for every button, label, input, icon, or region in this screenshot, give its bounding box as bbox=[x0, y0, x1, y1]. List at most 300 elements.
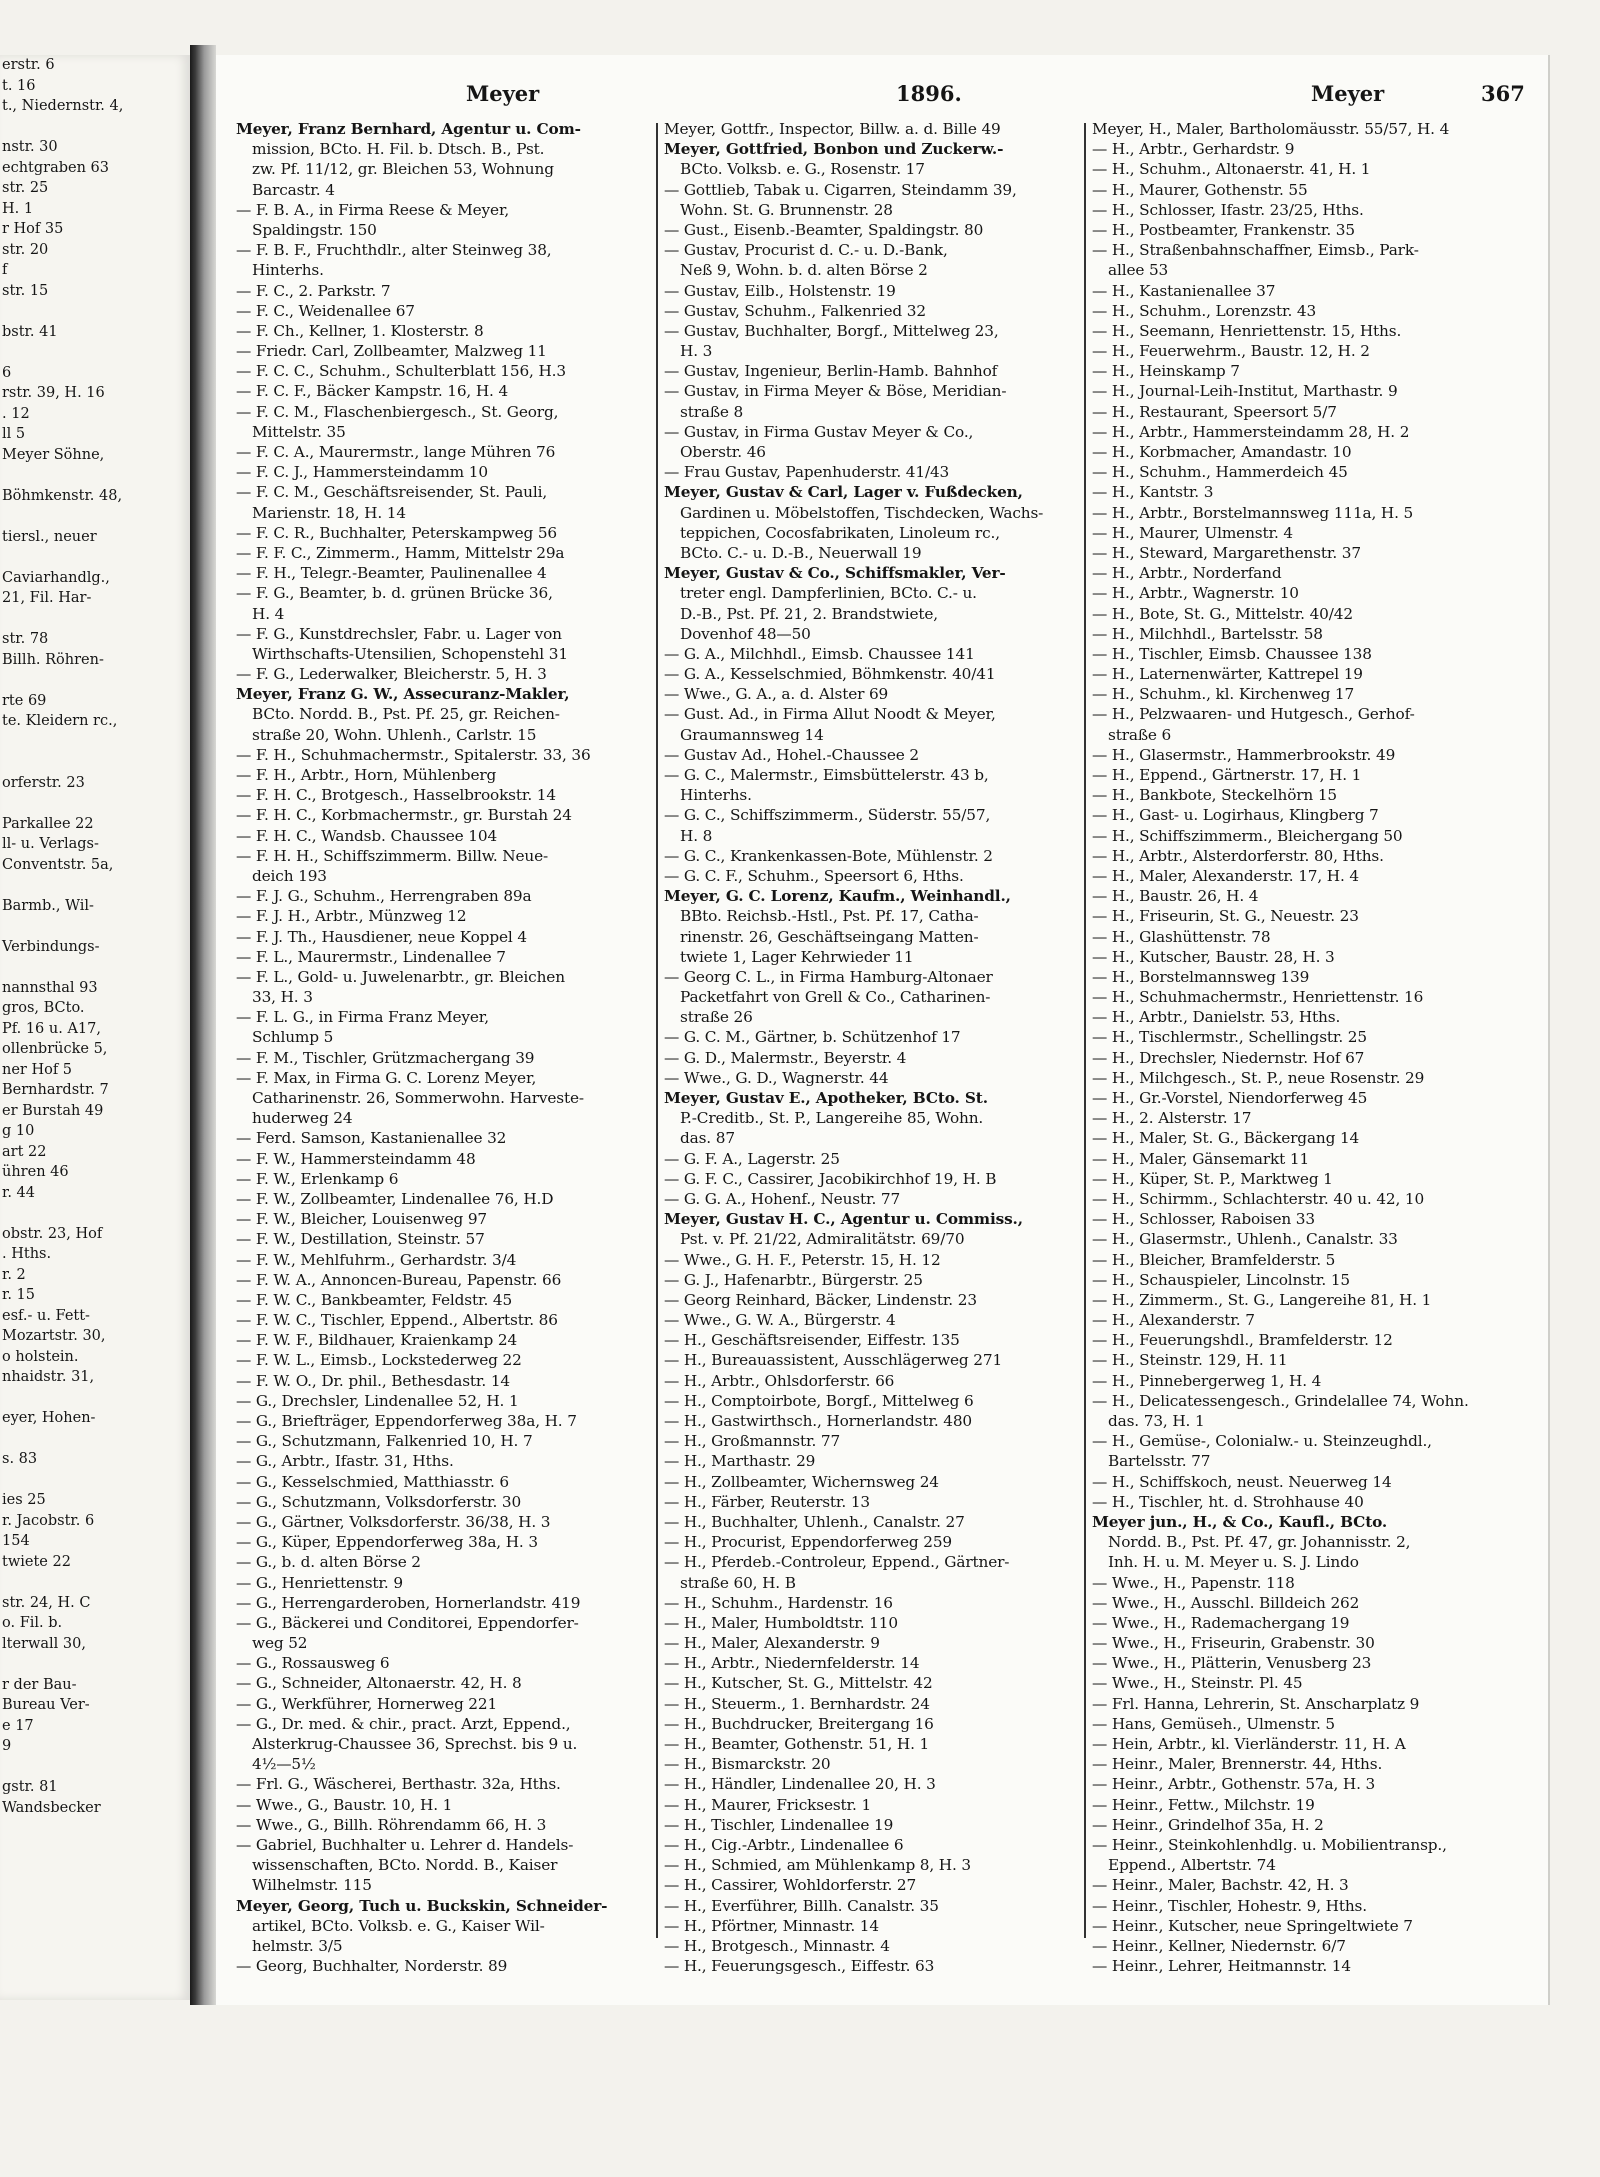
left-page-line: H. 1 bbox=[2, 200, 34, 217]
left-page-line bbox=[0, 609, 190, 630]
directory-entry-line: Pst. v. Pf. 21/22, Admiralitätstr. 69/70 bbox=[680, 1230, 965, 1249]
directory-entry-line: — Georg Reinhard, Bäcker, Lindenstr. 23 bbox=[664, 1290, 977, 1309]
left-page-line: 6 bbox=[2, 364, 12, 381]
directory-entry-line: — G. C. F., Schuhm., Speersort 6, Hths. bbox=[664, 866, 964, 885]
directory-entry-line: — F. H., Telegr.-Beamter, Paulinenallee 4 bbox=[236, 564, 547, 583]
left-page-line bbox=[0, 875, 190, 896]
left-page-line: er Burstah 49 bbox=[2, 1102, 104, 1119]
left-page-line: e 17 bbox=[2, 1717, 34, 1734]
directory-entry-line: — H., Pelzwaaren- und Hutgesch., Gerhof- bbox=[1092, 705, 1415, 724]
directory-entry-line: — H., 2. Alsterstr. 17 bbox=[1092, 1109, 1252, 1128]
directory-entry-line: — H., Schuhmachermstr., Henriettenstr. 16 bbox=[1092, 988, 1424, 1007]
directory-entry-line: — H., Alexanderstr. 7 bbox=[1092, 1311, 1255, 1330]
directory-entry-line: — F. C. R., Buchhalter, Peterskampweg 56 bbox=[236, 523, 558, 542]
left-page-line: str. 78 bbox=[2, 631, 49, 647]
directory-entry-line: — H., Kastanienallee 37 bbox=[1092, 281, 1276, 300]
left-page-line: gstr. 81 bbox=[2, 1779, 58, 1795]
directory-entry-line: — H., Schauspieler, Lincolnstr. 15 bbox=[1092, 1270, 1350, 1289]
directory-entry-line: — H., Cig.-Arbtr., Lindenallee 6 bbox=[664, 1835, 904, 1854]
directory-entry-line: — G. C., Schiffszimmerm., Süderstr. 55/57, bbox=[664, 806, 991, 825]
entries-column-3 bbox=[1092, 119, 1492, 1976]
directory-entry-line: — F. C. C., Schuhm., Schulterblatt 156, H.3 bbox=[236, 362, 566, 381]
directory-entry-line: — G. A., Milchhdl., Eimsb. Chaussee 141 bbox=[664, 644, 975, 663]
directory-entry-line: — F. L., Gold- u. Juwelenarbtr., gr. Bleichen bbox=[236, 967, 565, 986]
directory-entry-line: Hinterhs. bbox=[680, 786, 752, 805]
directory-entry-line: — F. H. C., Korbmachermstr., gr. Burstah 24 bbox=[236, 806, 572, 825]
left-page-line: gros, BCto. bbox=[2, 1000, 85, 1016]
directory-entry-line: — Wwe., H., Ausschl. Billdeich 262 bbox=[1092, 1593, 1360, 1612]
left-page-line: Bureau Ver- bbox=[2, 1697, 90, 1713]
directory-entry-line: Hinterhs. bbox=[252, 261, 324, 280]
directory-entry-line: — F. H., Arbtr., Horn, Mühlenberg bbox=[236, 766, 497, 784]
directory-entry-line: — Georg C. L., in Firma Hamburg-Altonaer bbox=[664, 967, 993, 986]
directory-entry-line: — Gottlieb, Tabak u. Cigarren, Steindamm 39, bbox=[664, 180, 1017, 199]
directory-entry-line: — H., Pinnebergerweg 1, H. 4 bbox=[1092, 1371, 1322, 1390]
left-page-line: nannsthal 93 bbox=[2, 979, 98, 996]
left-page-line bbox=[0, 732, 190, 753]
left-page-line: str. 20 bbox=[2, 241, 49, 258]
left-page-line: str. 15 bbox=[2, 282, 49, 299]
directory-entry-line: — F. F. C., Zimmerm., Hamm, Mittelstr 29a bbox=[236, 543, 565, 562]
directory-entry-line: — H., Großmannstr. 77 bbox=[664, 1432, 841, 1451]
directory-entry-line: — H., Färber, Reuterstr. 13 bbox=[664, 1492, 870, 1511]
column-rule bbox=[656, 123, 658, 1938]
left-page-line: esf.- u. Fett- bbox=[2, 1307, 90, 1324]
directory-entry-line: 33, H. 3 bbox=[252, 988, 313, 1007]
directory-entry-line: — H., Everführer, Billh. Canalstr. 35 bbox=[664, 1896, 939, 1915]
left-page-line: Pf. 16 u. A17, bbox=[2, 1020, 101, 1037]
directory-entry-line: — Gustav, in Firma Meyer & Böse, Meridian- bbox=[664, 382, 1007, 401]
left-page-line: bstr. 41 bbox=[2, 323, 58, 340]
directory-entry-line: — Hans, Gemüseh., Ulmenstr. 5 bbox=[1092, 1714, 1335, 1733]
directory-entry-line: — H., Maler, Humboldtstr. 110 bbox=[664, 1613, 898, 1632]
directory-entry-line: — H., Laternenwärter, Kattrepel 19 bbox=[1092, 665, 1363, 684]
directory-entry-line: — H., Gast- u. Logirhaus, Klingberg 7 bbox=[1092, 806, 1379, 825]
directory-entry-line: Barcastr. 4 bbox=[252, 180, 335, 199]
left-page-line: r. 2 bbox=[2, 1266, 26, 1283]
directory-entry-line: — G. G. A., Hohenf., Neustr. 77 bbox=[664, 1189, 901, 1208]
left-page-line: ies 25 bbox=[2, 1492, 46, 1508]
directory-entry-line: — H., Maler, Alexanderstr. 17, H. 4 bbox=[1092, 866, 1360, 885]
directory-entry-line: — F. W. A., Annoncen-Bureau, Papenstr. 66 bbox=[236, 1270, 562, 1289]
directory-entry-line: — H., Restaurant, Speersort 5/7 bbox=[1092, 402, 1337, 421]
directory-entry-line: — F. C. J., Hammersteindamm 10 bbox=[236, 463, 488, 482]
directory-entry-line: — H., Glasermstr., Hammerbrookstr. 49 bbox=[1092, 745, 1396, 764]
directory-entry-line: — H., Schlosser, Raboisen 33 bbox=[1092, 1210, 1315, 1229]
directory-entry-heading: Meyer, Gustav & Carl, Lager v. Fußdecken, bbox=[664, 483, 1023, 502]
directory-entry-line: — H., Postbeamter, Frankenstr. 35 bbox=[1092, 220, 1355, 239]
directory-entry-line: — H., Schuhm., Lorenzstr. 43 bbox=[1092, 301, 1317, 320]
directory-entry-line: — H., Gemüse-, Colonialw.- u. Steinzeughdl., bbox=[1092, 1432, 1432, 1451]
directory-entry-line: — Wwe., H., Papenstr. 118 bbox=[1092, 1573, 1295, 1592]
directory-entry-line: — H., Küper, St. P., Marktweg 1 bbox=[1092, 1169, 1333, 1188]
directory-entry-line: — H., Arbtr., Gerhardstr. 9 bbox=[1092, 140, 1295, 159]
directory-entry-line: — Hein, Arbtr., kl. Vierländerstr. 11, H. A bbox=[1092, 1735, 1406, 1753]
directory-entry-heading: Meyer, Gustav & Co., Schiffsmakler, Ver- bbox=[664, 564, 1006, 583]
directory-entry-line: — Wwe., H., Steinstr. Pl. 45 bbox=[1092, 1674, 1303, 1693]
directory-entry-line: — Heinr., Tischler, Hohestr. 9, Hths. bbox=[1092, 1896, 1367, 1915]
directory-entry-line: treter engl. Dampferlinien, BCto. C.- u. bbox=[680, 584, 977, 603]
directory-entry-line: wissenschaften, BCto. Nordd. B., Kaiser bbox=[252, 1856, 558, 1875]
directory-entry-line: — F. M., Tischler, Grützmachergang 39 bbox=[236, 1048, 535, 1067]
directory-entry-line: — F. C. A., Maurermstr., lange Mühren 76 bbox=[236, 443, 556, 461]
directory-entry-line: deich 193 bbox=[252, 866, 327, 885]
directory-entry-line: P.-Creditb., St. P., Langereihe 85, Wohn. bbox=[680, 1109, 984, 1128]
directory-entry-line: — H., Marthastr. 29 bbox=[664, 1452, 816, 1471]
left-page-line: str. 24, H. C bbox=[2, 1594, 91, 1611]
left-page-line: tiersl., neuer bbox=[2, 528, 97, 545]
directory-entry-line: BCto. C.- u. D.-B., Neuerwall 19 bbox=[680, 543, 922, 562]
directory-entry-line: — H., Arbtr., Norderfand bbox=[1092, 564, 1282, 583]
left-page-line: s. 83 bbox=[2, 1451, 38, 1467]
directory-entry-line: — F. W., Bleicher, Louisenweg 97 bbox=[236, 1210, 487, 1229]
left-page-line: te. Kleidern rc., bbox=[2, 713, 118, 729]
directory-entry-line: — H., Zimmerm., St. G., Langereihe 81, H. 1 bbox=[1092, 1290, 1432, 1309]
directory-entry-line: — G., Schutzmann, Volksdorferstr. 30 bbox=[236, 1492, 522, 1511]
directory-entry-heading: Meyer jun., H., & Co., Kaufl., BCto. bbox=[1092, 1512, 1388, 1531]
directory-entry-line: — H., Arbtr., Alsterdorferstr. 80, Hths. bbox=[1092, 846, 1384, 865]
directory-entry-line: — Georg, Buchhalter, Norderstr. 89 bbox=[236, 1957, 508, 1976]
directory-entry-line: — H., Maurer, Fricksestr. 1 bbox=[664, 1795, 872, 1814]
directory-entry-line: — Frl. G., Wäscherei, Berthastr. 32a, Hths. bbox=[236, 1775, 561, 1794]
directory-entry-line: — H., Buchdrucker, Breitergang 16 bbox=[664, 1714, 934, 1733]
directory-entry-line: BCto. Volksb. e. G., Rosenstr. 17 bbox=[680, 160, 925, 179]
directory-entry-line: — F. W. F., Bildhauer, Kraienkamp 24 bbox=[236, 1331, 518, 1350]
left-page-line: nstr. 30 bbox=[2, 139, 58, 155]
directory-entry-line: Wohn. St. G. Brunnenstr. 28 bbox=[680, 200, 893, 219]
directory-entry-line: — F. C., 2. Parkstr. 7 bbox=[236, 281, 391, 300]
left-page-line: Barmb., Wil- bbox=[2, 897, 94, 914]
directory-entry-line: — Gustav, Ingenieur, Berlin-Hamb. Bahnhof bbox=[664, 362, 998, 381]
directory-entry-line: twiete 1, Lager Kehrwieder 11 bbox=[680, 947, 914, 966]
left-page-line: . 12 bbox=[2, 405, 30, 422]
directory-entry-line: — Wwe., H., Plätterin, Venusberg 23 bbox=[1092, 1654, 1372, 1673]
directory-entry-line: huderweg 24 bbox=[252, 1109, 353, 1128]
directory-entry-line: — Wwe., H., Friseurin, Grabenstr. 30 bbox=[1092, 1634, 1375, 1653]
directory-entry-line: H. 4 bbox=[252, 604, 285, 623]
directory-entry-line: — F. W., Hammersteindamm 48 bbox=[236, 1149, 476, 1168]
directory-entry-line: — Heinr., Maler, Bachstr. 42, H. 3 bbox=[1092, 1876, 1349, 1895]
left-page-line: echtgraben 63 bbox=[2, 159, 109, 176]
directory-entry-line: Schlump 5 bbox=[252, 1028, 334, 1047]
directory-entry-line: — H., Maler, St. G., Bäckergang 14 bbox=[1092, 1129, 1360, 1148]
left-page-line bbox=[0, 1470, 190, 1491]
directory-entry-line: — F. Max, in Firma G. C. Lorenz Meyer, bbox=[236, 1068, 537, 1087]
directory-entry-line: — H., Arbtr., Ohlsdorferstr. 66 bbox=[664, 1371, 895, 1390]
left-page-line: 21, Fil. Har- bbox=[2, 590, 92, 606]
directory-entry-line: — H., Gastwirthsch., Hornerlandstr. 480 bbox=[664, 1412, 973, 1430]
left-page-line bbox=[0, 752, 190, 773]
directory-entry-line: — H., Cassirer, Wohldorferstr. 27 bbox=[664, 1876, 917, 1895]
directory-entry-line: — G., Gärtner, Volksdorferstr. 36/38, H. 3 bbox=[236, 1512, 551, 1531]
page-number: 367 bbox=[1481, 81, 1525, 106]
directory-entry-line: — H., Arbtr., Hammersteindamm 28, H. 2 bbox=[1092, 422, 1410, 441]
directory-page bbox=[216, 55, 1550, 2005]
directory-entry-line: Alsterkrug-Chaussee 36, Sprechst. bis 9 u. bbox=[252, 1735, 578, 1753]
left-page-line bbox=[0, 957, 190, 978]
directory-entry-line: — Gustav, in Firma Gustav Meyer & Co., bbox=[664, 422, 974, 441]
directory-entry-line: — Wwe., G. D., Wagnerstr. 44 bbox=[664, 1068, 889, 1087]
directory-entry-line: — H., Maler, Alexanderstr. 9 bbox=[664, 1634, 880, 1653]
directory-entry-line: Eppend., Albertstr. 74 bbox=[1108, 1856, 1276, 1875]
directory-entry-line: — F. B. F., Fruchthdlr., alter Steinweg 38, bbox=[236, 241, 552, 260]
directory-entry-line: — H., Feuerungsgesch., Eiffestr. 63 bbox=[664, 1957, 935, 1976]
directory-entry-line: teppichen, Cocosfabrikaten, Linoleum rc., bbox=[680, 523, 1000, 542]
directory-entry-line: — F. W., Mehlfuhrm., Gerhardstr. 3/4 bbox=[236, 1250, 517, 1269]
directory-entry-heading: Meyer, Gustav H. C., Agentur u. Commiss., bbox=[664, 1210, 1023, 1229]
directory-entry-line: — H., Beamter, Gothenstr. 51, H. 1 bbox=[664, 1735, 930, 1753]
left-page-line: str. 25 bbox=[2, 180, 49, 196]
directory-entry-line: — Wwe., G., Baustr. 10, H. 1 bbox=[236, 1795, 453, 1814]
directory-entry-line: — H., Brotgesch., Minnastr. 4 bbox=[664, 1936, 890, 1955]
directory-entry-line: — G., Schneider, Altonaerstr. 42, H. 8 bbox=[236, 1674, 522, 1693]
left-page-line bbox=[0, 506, 190, 527]
left-page-line: Meyer Söhne, bbox=[2, 446, 105, 463]
directory-entry-line: — Friedr. Carl, Zollbeamter, Malzweg 11 bbox=[236, 342, 547, 361]
directory-entry-heading: Meyer, Gottfried, Bonbon und Zuckerw.- bbox=[664, 140, 1004, 159]
directory-entry-line: weg 52 bbox=[252, 1634, 308, 1653]
left-page-line: f bbox=[2, 262, 8, 278]
entries-column-2 bbox=[664, 119, 1064, 1976]
directory-entry-line: — H., Arbtr., Wagnerstr. 10 bbox=[1092, 584, 1299, 603]
directory-entry-line: das. 73, H. 1 bbox=[1108, 1412, 1205, 1430]
directory-entry-line: — H., Schlosser, Ifastr. 23/25, Hths. bbox=[1092, 200, 1364, 219]
directory-entry-line: — G., Drechsler, Lindenallee 52, H. 1 bbox=[236, 1391, 519, 1410]
directory-entry-line: Wilhelmstr. 115 bbox=[252, 1876, 372, 1895]
directory-entry-line: — G. C., Malermstr., Eimsbüttelerstr. 43 b, bbox=[664, 766, 989, 784]
left-page-line bbox=[0, 1429, 190, 1450]
directory-entry-line: — H., Straßenbahnschaffner, Eimsb., Park- bbox=[1092, 241, 1419, 260]
directory-entry-line: — H., Drechsler, Niedernstr. Hof 67 bbox=[1092, 1048, 1365, 1067]
directory-entry-line: — Heinr., Steinkohlenhdlg. u. Mobilientransp., bbox=[1092, 1835, 1447, 1854]
directory-entry-line: — H., Schuhm., Hammerdeich 45 bbox=[1092, 463, 1348, 482]
left-page-line: ühren 46 bbox=[2, 1164, 69, 1180]
left-page-line: ll 5 bbox=[2, 426, 26, 442]
directory-entry-line: — Wwe., G. W. A., Bürgerstr. 4 bbox=[664, 1311, 896, 1330]
left-page-line bbox=[0, 1757, 190, 1778]
directory-entry-line: — H., Schiffszimmerm., Bleichergang 50 bbox=[1092, 826, 1403, 845]
directory-entry-line: — H., Journal-Leih-Institut, Marthastr. 9 bbox=[1092, 382, 1398, 401]
left-page-line: nhaidstr. 31, bbox=[2, 1369, 95, 1385]
left-page-line: art 22 bbox=[2, 1143, 47, 1160]
directory-entry-line: — Heinr., Maler, Brennerstr. 44, Hths. bbox=[1092, 1755, 1383, 1774]
directory-entry-line: — F. W. C., Tischler, Eppend., Albertstr. 86 bbox=[236, 1311, 558, 1330]
directory-entry-line: rinenstr. 26, Geschäftseingang Matten- bbox=[680, 927, 979, 946]
directory-entry-line: — F. L., Maurermstr., Lindenallee 7 bbox=[236, 947, 506, 966]
directory-entry-line: — Ferd. Samson, Kastanienallee 32 bbox=[236, 1129, 507, 1148]
directory-entry-line: das. 87 bbox=[680, 1129, 735, 1148]
left-page-line bbox=[0, 1203, 190, 1224]
left-page-line bbox=[0, 117, 190, 138]
directory-entry-line: — F. H., Schuhmachermstr., Spitalerstr. 33, 36 bbox=[236, 745, 591, 764]
directory-entry-line: — H., Feuerungshdl., Bramfelderstr. 12 bbox=[1092, 1331, 1393, 1350]
left-page-line: ollenbrücke 5, bbox=[2, 1041, 108, 1057]
directory-entry-line: straße 20, Wohn. Uhlenh., Carlstr. 15 bbox=[252, 725, 537, 744]
directory-entry-line: — H., Milchhdl., Bartelsstr. 58 bbox=[1092, 624, 1323, 643]
directory-entry-line: — F. W., Zollbeamter, Lindenallee 76, H.D bbox=[236, 1189, 554, 1208]
directory-entry-line: — F. C. M., Geschäftsreisender, St. Pauli, bbox=[236, 483, 548, 502]
left-page-line bbox=[0, 1572, 190, 1593]
left-page-line: ll- u. Verlags- bbox=[2, 836, 99, 852]
directory-entry-line: — H., Steuerm., 1. Bernhardstr. 24 bbox=[664, 1694, 930, 1713]
directory-entry-line: — Heinr., Grindelhof 35a, H. 2 bbox=[1092, 1815, 1324, 1834]
directory-entry-line: — Gustav, Eilb., Holstenstr. 19 bbox=[664, 281, 896, 300]
left-page-line: o. Fil. b. bbox=[2, 1615, 63, 1631]
left-page-line bbox=[0, 465, 190, 486]
directory-entry-line: — H., Milchgesch., St. P., neue Rosenstr. 29 bbox=[1092, 1068, 1425, 1087]
directory-entry-line: — H., Eppend., Gärtnerstr. 17, H. 1 bbox=[1092, 766, 1362, 784]
directory-entry-line: — F. W. C., Bankbeamter, Feldstr. 45 bbox=[236, 1290, 513, 1309]
left-page-line: Parkallee 22 bbox=[2, 815, 94, 832]
left-page-line: eyer, Hohen- bbox=[2, 1410, 96, 1426]
directory-entry-line: — H., Maurer, Gothenstr. 55 bbox=[1092, 180, 1308, 199]
directory-entry-heading: Meyer, G. C. Lorenz, Kaufm., Weinhandl., bbox=[664, 887, 1011, 906]
directory-entry-line: Inh. H. u. M. Meyer u. S. J. Lindo bbox=[1108, 1553, 1359, 1572]
directory-entry-line: — H., Schirmm., Schlachterstr. 40 u. 42, 10 bbox=[1092, 1189, 1425, 1208]
directory-entry-line: — H., Schiffskoch, neust. Neuerweg 14 bbox=[1092, 1472, 1392, 1491]
directory-entry-line: straße 26 bbox=[680, 1008, 753, 1027]
left-page-line: r der Bau- bbox=[2, 1676, 77, 1693]
left-page-line: rstr. 39, H. 16 bbox=[2, 385, 105, 401]
left-page-fragment bbox=[0, 55, 190, 2000]
directory-entry-line: — F. B. A., in Firma Reese & Meyer, bbox=[236, 200, 510, 219]
directory-entry-line: — H., Buchhalter, Uhlenh., Canalstr. 27 bbox=[664, 1512, 965, 1531]
left-page-line bbox=[0, 301, 190, 322]
directory-entry-line: BCto. Nordd. B., Pst. Pf. 25, gr. Reichen- bbox=[252, 705, 560, 724]
directory-entry-line: — G., Briefträger, Eppendorferweg 38a, H. 7 bbox=[236, 1412, 577, 1430]
directory-entry-line: zw. Pf. 11/12, gr. Bleichen 53, Wohnung bbox=[252, 160, 554, 179]
directory-entry-line: — H., Heinskamp 7 bbox=[1092, 362, 1240, 381]
directory-entry-line: straße 6 bbox=[1108, 725, 1172, 744]
directory-entry-line: Marienstr. 18, H. 14 bbox=[252, 503, 406, 522]
directory-entry-line: Oberstr. 46 bbox=[680, 443, 766, 461]
directory-entry-line: — H., Bote, St. G., Mittelstr. 40/42 bbox=[1092, 604, 1353, 623]
directory-entry-line: — F. C. F., Bäcker Kampstr. 16, H. 4 bbox=[236, 382, 509, 401]
directory-entry-line: — Frau Gustav, Papenhuderstr. 41/43 bbox=[664, 463, 950, 482]
directory-entry-line: — G. A., Kesselschmied, Böhmkenstr. 40/41 bbox=[664, 665, 996, 684]
directory-entry-line: helmstr. 3/5 bbox=[252, 1936, 343, 1955]
directory-entry-line: — Gust., Eisenb.-Beamter, Spaldingstr. 80 bbox=[664, 220, 984, 239]
directory-entry-line: — G., Henriettenstr. 9 bbox=[236, 1573, 403, 1592]
directory-entry-line: — H., Schuhm., Altonaerstr. 41, H. 1 bbox=[1092, 160, 1371, 179]
directory-entry-heading: Meyer, Franz G. W., Assecuranz-Makler, bbox=[236, 685, 570, 704]
directory-entry-line: — G., Herrengarderoben, Hornerlandstr. 419 bbox=[236, 1593, 581, 1612]
left-page-line: 154 bbox=[2, 1533, 30, 1549]
directory-entry-line: — F. J. G., Schuhm., Herrengraben 89a bbox=[236, 887, 532, 906]
directory-entry-line: allee 53 bbox=[1108, 261, 1169, 280]
directory-entry-line: Dovenhof 48—50 bbox=[680, 624, 811, 643]
directory-entry-line: Wirthschafts-Utensilien, Schopenstehl 31 bbox=[252, 644, 568, 663]
directory-entry-line: — H., Tischler, Eimsb. Chaussee 138 bbox=[1092, 644, 1372, 663]
directory-entry-line: — G., Werkführer, Hornerweg 221 bbox=[236, 1694, 498, 1713]
left-page-line: twiete 22 bbox=[2, 1553, 71, 1570]
directory-entry-line: — G., Kesselschmied, Matthiasstr. 6 bbox=[236, 1472, 509, 1491]
directory-entry-line: — Wwe., G., Billh. Röhrendamm 66, H. 3 bbox=[236, 1815, 547, 1834]
directory-entry-line: — H., Tischler, ht. d. Strohhause 40 bbox=[1092, 1492, 1364, 1511]
directory-entry-line: — H., Arbtr., Danielstr. 53, Hths. bbox=[1092, 1008, 1341, 1027]
directory-entry-line: Gardinen u. Möbelstoffen, Tischdecken, Wachs- bbox=[680, 503, 1044, 522]
directory-entry-line: — F. Ch., Kellner, 1. Klosterstr. 8 bbox=[236, 321, 484, 340]
directory-entry-line: — Wwe., G. A., a. d. Alster 69 bbox=[664, 685, 889, 704]
directory-entry-line: BBto. Reichsb.-Hstl., Pst. Pf. 17, Catha- bbox=[680, 907, 979, 926]
directory-entry-line: — H., Kutscher, Baustr. 28, H. 3 bbox=[1092, 947, 1335, 966]
directory-entry-line: — H., Schuhm., kl. Kirchenweg 17 bbox=[1092, 685, 1355, 704]
directory-entry-line: — H., Tischler, Lindenallee 19 bbox=[664, 1815, 894, 1834]
directory-entry-line: — F. W., Erlenkamp 6 bbox=[236, 1169, 399, 1188]
left-page-line: Caviarhandlg., bbox=[2, 569, 110, 586]
directory-entry-line: — H., Geschäftsreisender, Eiffestr. 135 bbox=[664, 1331, 960, 1350]
directory-entry-line: — G., Arbtr., Ifastr. 31, Hths. bbox=[236, 1452, 454, 1471]
directory-entry-line: — H., Schuhm., Hardenstr. 16 bbox=[664, 1593, 893, 1612]
directory-entry-line: — F. J. Th., Hausdiener, neue Koppel 4 bbox=[236, 927, 527, 946]
directory-entry-line: — G., Schutzmann, Falkenried 10, H. 7 bbox=[236, 1432, 533, 1451]
directory-entry-line: — F. W., Destillation, Steinstr. 57 bbox=[236, 1230, 485, 1249]
directory-entry-line: — G., Küper, Eppendorferweg 38a, H. 3 bbox=[236, 1533, 538, 1552]
directory-entry-line: — F. J. H., Arbtr., Münzweg 12 bbox=[236, 907, 467, 926]
left-page-line: t., Niedernstr. 4, bbox=[2, 98, 124, 114]
directory-entry-line: — Heinr., Arbtr., Gothenstr. 57a, H. 3 bbox=[1092, 1775, 1376, 1794]
left-page-line bbox=[0, 793, 190, 814]
directory-entry-line: — H., Friseurin, St. G., Neuestr. 23 bbox=[1092, 907, 1359, 926]
directory-entry-line: — G. F. A., Lagerstr. 25 bbox=[664, 1149, 840, 1168]
left-page-line: Bernhardstr. 7 bbox=[2, 1082, 109, 1098]
left-page-line bbox=[0, 670, 190, 691]
left-page-line: Wandsbecker bbox=[2, 1799, 101, 1816]
entries-column-1 bbox=[236, 119, 636, 1976]
directory-entry-line: — H., Glasermstr., Uhlenh., Canalstr. 33 bbox=[1092, 1230, 1398, 1249]
directory-entry-line: — F. C. M., Flaschenbiergesch., St. Georg, bbox=[236, 402, 559, 421]
directory-entry-line: Packetfahrt von Grell & Co., Catharinen- bbox=[680, 988, 991, 1007]
directory-entry-line: — Wwe., H., Rademachergang 19 bbox=[1092, 1613, 1350, 1632]
directory-entry-line: — H., Bureauassistent, Ausschlägerweg 271 bbox=[664, 1351, 1003, 1370]
directory-entry-line: — G. C., Krankenkassen-Bote, Mühlenstr. 2 bbox=[664, 846, 993, 865]
directory-entry-line: Meyer, H., Maler, Bartholomäusstr. 55/57, H. 4 bbox=[1092, 120, 1450, 138]
directory-entry-line: — Gustav, Schuhm., Falkenried 32 bbox=[664, 301, 926, 320]
directory-entry-line: — H., Schmied, am Mühlenkamp 8, H. 3 bbox=[664, 1856, 972, 1875]
directory-entry-line: mission, BCto. H. Fil. b. Dtsch. B., Pst. bbox=[252, 140, 545, 159]
directory-entry-line: Bartelsstr. 77 bbox=[1108, 1452, 1211, 1471]
directory-entry-line: — G. J., Hafenarbtr., Bürgerstr. 25 bbox=[664, 1270, 923, 1289]
directory-entry-line: — H., Kantstr. 3 bbox=[1092, 483, 1214, 502]
directory-entry-line: — H., Arbtr., Niedernfelderstr. 14 bbox=[664, 1654, 920, 1673]
directory-entry-line: Neß 9, Wohn. b. d. alten Börse 2 bbox=[680, 261, 928, 280]
directory-entry-line: — F. C., Weidenallee 67 bbox=[236, 301, 415, 320]
directory-entry-line: — F. H. H., Schiffszimmerm. Billw. Neue- bbox=[236, 846, 549, 865]
left-page-line: orferstr. 23 bbox=[2, 774, 85, 791]
left-page-line: r. 15 bbox=[2, 1287, 36, 1303]
directory-entry-line: — H., Borstelmannsweg 139 bbox=[1092, 967, 1310, 986]
directory-entry-line: Mittelstr. 35 bbox=[252, 422, 346, 441]
directory-entry-line: — H., Bleicher, Bramfelderstr. 5 bbox=[1092, 1250, 1336, 1269]
directory-entry-line: — F. G., Kunstdrechsler, Fabr. u. Lager von bbox=[236, 624, 562, 643]
left-page-line: lterwall 30, bbox=[2, 1635, 86, 1652]
directory-entry-line: D.-B., Pst. Pf. 21, 2. Brandstwiete, bbox=[680, 604, 938, 623]
directory-entry-line: Graumannsweg 14 bbox=[680, 725, 824, 744]
header-right-title: Meyer bbox=[1311, 81, 1385, 106]
directory-entry-line: — H., Maurer, Ulmenstr. 4 bbox=[1092, 523, 1293, 542]
directory-entry-line: — H., Zollbeamter, Wichernsweg 24 bbox=[664, 1472, 939, 1491]
left-page-line: obstr. 23, Hof bbox=[2, 1225, 103, 1242]
directory-entry-line: — H., Delicatessengesch., Grindelallee 74, Wohn. bbox=[1092, 1391, 1469, 1410]
directory-entry-line: — H., Seemann, Henriettenstr. 15, Hths. bbox=[1092, 321, 1402, 340]
directory-entry-line: 4½—5½ bbox=[252, 1755, 316, 1774]
left-page-line: ner Hof 5 bbox=[2, 1061, 73, 1078]
directory-entry-line: — F. G., Lederwalker, Bleicherstr. 5, H. 3 bbox=[236, 665, 547, 684]
directory-entry-line: — Frl. Hanna, Lehrerin, St. Anscharplatz 9 bbox=[1092, 1694, 1420, 1713]
directory-entry-line: — Heinr., Kellner, Niedernstr. 6/7 bbox=[1092, 1936, 1346, 1955]
directory-entry-line: Nordd. B., Pst. Pf. 47, gr. Johannisstr. 2, bbox=[1108, 1533, 1411, 1552]
left-page-line: r. Jacobstr. 6 bbox=[2, 1512, 95, 1529]
